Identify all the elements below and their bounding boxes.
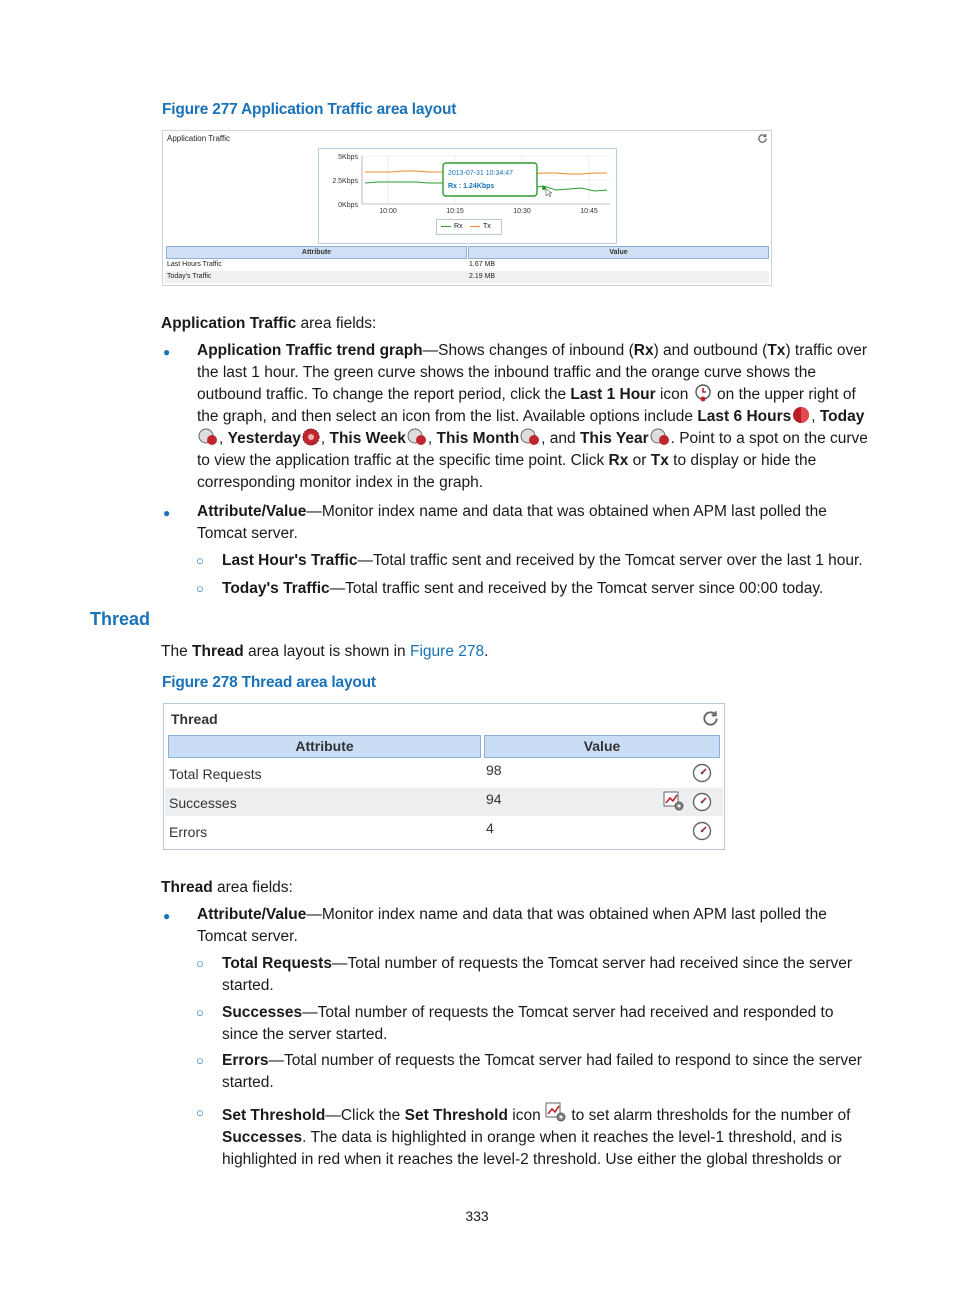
gauge-icon[interactable] <box>692 792 712 812</box>
x-tick-label: 10:00 <box>379 208 397 215</box>
column-header-value: Value <box>468 246 769 259</box>
y-tick-label: 2.5Kbps <box>332 178 358 185</box>
bullet: ● <box>163 345 171 359</box>
last-6-hours-icon[interactable] <box>791 406 811 424</box>
yesterday-icon[interactable] <box>301 428 321 446</box>
bullet: ● <box>163 909 171 923</box>
chart-tooltip <box>443 163 537 196</box>
thread-attribute-value-description: Attribute/Value—Monitor index name and data that was obtained when APM last polled the Tomcat server. <box>197 906 827 945</box>
row-attribute: Total Requests <box>169 766 262 782</box>
gauge-icon[interactable] <box>692 821 712 841</box>
sub-bullet: ○ <box>196 581 204 596</box>
section-heading-thread: Thread <box>90 609 151 629</box>
refresh-icon[interactable] <box>757 133 768 144</box>
row-value: 4 <box>486 820 494 836</box>
bullet: ● <box>163 506 171 520</box>
today-icon[interactable] <box>197 428 219 446</box>
legend-rx-label[interactable]: Rx <box>454 223 463 230</box>
last-hours-traffic-description: Last Hour's Traffic—Total traffic sent and received by the Tomcat server over the last 1 hour. <box>222 552 863 569</box>
figure-277-caption: Figure 277 Application Traffic area layout <box>162 101 457 118</box>
figure-278-caption: Figure 278 Thread area layout <box>162 674 376 691</box>
panel-title: Application Traffic <box>167 134 230 143</box>
attribute-value-description: Attribute/Value—Monitor index name and data that was obtained when APM last polled the Tomcat server. <box>197 503 827 542</box>
legend-rx-swatch <box>441 226 451 227</box>
legend-tx-label[interactable]: Tx <box>483 223 491 230</box>
row-value: 2.19 MB <box>469 273 496 280</box>
row-value: 98 <box>486 762 502 778</box>
row-attribute: Errors <box>169 824 208 840</box>
page-number: 333 <box>465 1208 489 1224</box>
x-tick-label: 10:45 <box>580 208 598 215</box>
row-attribute: Today's Traffic <box>167 273 212 280</box>
set-threshold-icon[interactable] <box>545 1102 567 1123</box>
last-1-hour-icon[interactable] <box>693 384 713 402</box>
sub-bullet: ○ <box>196 1005 204 1020</box>
column-header-value: Value <box>484 735 720 758</box>
hover-point <box>542 186 546 190</box>
successes-description: Successes—Total number of requests the Tomcat server had received and responded to since the server started. <box>222 1004 834 1043</box>
this-week-icon[interactable] <box>406 428 428 446</box>
x-tick-label: 10:30 <box>513 208 531 215</box>
tooltip-value: Rx : 1.24Kbps <box>448 183 495 190</box>
total-requests-description: Total Requests—Total number of requests the Tomcat server had received since the server started. <box>222 955 853 994</box>
row-attribute: Successes <box>169 795 237 811</box>
fields-intro-bold: Application Traffic <box>161 315 297 332</box>
set-threshold-description: Set Threshold—Click the Set Threshold icon to set alarm thresholds for the number of Successes. The data is highlighted in orange when it reaches the level-1 threshold, and is highlighted in red when it reaches the level-2 threshold. Use either the global thresholds or <box>222 1102 867 1171</box>
thread-intro-bold: Thread <box>192 643 244 660</box>
sub-bullet: ○ <box>196 1053 204 1068</box>
y-tick-label: 0Kbps <box>338 202 358 209</box>
gauge-icon[interactable] <box>692 763 712 783</box>
set-threshold-icon[interactable] <box>663 791 685 812</box>
thread-fields-intro-text: area fields: <box>212 879 293 896</box>
x-tick-label: 10:15 <box>446 208 464 215</box>
row-value: 94 <box>486 791 502 807</box>
panel-title: Thread <box>171 711 218 727</box>
column-header-attribute: Attribute <box>168 735 481 758</box>
sub-bullet: ○ <box>196 1105 204 1120</box>
row-attribute: Last Hours Traffic <box>167 261 222 268</box>
thread-intro-text: The <box>161 643 193 660</box>
errors-description: Errors—Total number of requests the Tomcat server had failed to respond to since the server started. <box>222 1052 862 1091</box>
tooltip-time: 2013-07-31 10:34:47 <box>448 170 513 177</box>
table-row <box>165 271 769 283</box>
thread-fields-intro <box>161 877 293 899</box>
thread-panel <box>163 703 725 850</box>
application-traffic-panel <box>162 130 772 286</box>
fields-intro <box>161 313 376 335</box>
table-row <box>165 759 723 787</box>
refresh-icon[interactable] <box>701 709 720 728</box>
todays-traffic-description: Today's Traffic—Total traffic sent and received by the Tomcat server since 00:00 today. <box>222 580 824 597</box>
chart-legend <box>436 219 502 235</box>
legend-tx-swatch <box>470 226 480 227</box>
sub-bullet: ○ <box>196 956 204 971</box>
table-row <box>165 817 723 845</box>
trend-graph-description: Application Traffic trend graph—Shows changes of inbound (Rx) and outbound (Tx) traffic over the last 1 hour. The green curve shows the inbound traffic and the orange curve shows the outbound traffic. To change the report period, click the Last 1 Hour icon on the upper right of the graph, and then select an icon from the list. Available options include Last 6 Hours , Today, Yesterday , This Week , This Month , and This Year . Point to a spot on the curve to view the application traffic at the specific time point. Click Rx or Tx to display or hide the corresponding monitor index in the graph. <box>197 342 868 491</box>
row-value: 1.67 MB <box>469 261 496 268</box>
this-year-icon[interactable] <box>649 428 671 446</box>
table-row <box>165 788 723 816</box>
thread-intro-text: . <box>484 643 489 660</box>
figure-278-link[interactable]: Figure 278 <box>410 643 485 660</box>
fields-intro-text: area fields: <box>296 315 377 332</box>
y-tick-label: 5Kbps <box>338 154 358 161</box>
thread-intro-text: area layout is shown in <box>243 643 410 660</box>
thread-intro <box>161 641 488 663</box>
table-row <box>165 259 769 271</box>
this-month-icon[interactable] <box>519 428 541 446</box>
sub-bullet: ○ <box>196 553 204 568</box>
thread-fields-intro-bold: Thread <box>161 879 213 896</box>
column-header-attribute: Attribute <box>166 246 467 259</box>
